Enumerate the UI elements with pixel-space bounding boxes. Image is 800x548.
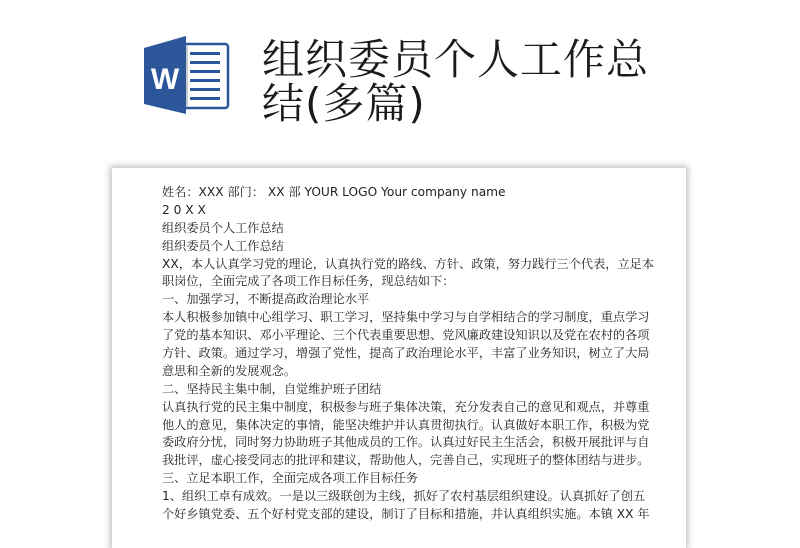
document-line: 2 0 X X: [162, 202, 206, 217]
document-line: 1、组织工卓有成效。一是以三级联创为主线，抓好了农村基层组织建设。认真抓好了创五: [162, 489, 646, 504]
svg-text:W: W: [150, 63, 180, 96]
title-line-1: 组织委员个人工作总: [262, 35, 650, 84]
document-line: 三、立足本职工作，全面完成各项工作目标任务: [162, 471, 418, 486]
document-line: 二、坚持民主集中制，自觉维护班子团结: [162, 381, 382, 396]
document-line: 了党的基本知识、邓小平理论、三个代表重要思想、党风廉政建设知识以及党在农村的各项: [162, 328, 650, 343]
title-line-2: 结(多篇): [262, 79, 426, 128]
document-line: 意思和全新的发展观念。: [162, 363, 297, 378]
document-line: 本人积极参加镇中心组学习、职工学习，坚持集中学习与自学相结合的学习制度，重点学习: [162, 310, 650, 325]
document-line: 组织委员个人工作总结: [162, 220, 284, 235]
page-title: [262, 35, 650, 128]
document-line: 姓名：XXX 部门： XX 部 YOUR LOGO Your company name: [162, 185, 506, 199]
word-document-icon: [142, 34, 232, 116]
document-line: 一、加强学习，不断提高政治理论水平: [162, 292, 370, 307]
document-line: 认真执行党的民主集中制度，积极参与班子集体决策，充分发表自己的意见和观点，并尊重: [162, 399, 650, 414]
document-line: 委政府分忧，同时努力协助班子其他成员的工作。认真过好民主生活会，积极开展批评与自: [162, 435, 650, 450]
document-page: [112, 168, 686, 548]
document-line: 我批评，虚心接受同志的批评和建议，帮助他人，完善自己，实现班子的整体团结与进步。: [162, 453, 650, 468]
document-line: XX，本人认真学习党的理论，认真执行党的路线、方针、政策，努力践行三个代表，立足本: [162, 256, 655, 271]
document-body: [162, 184, 672, 524]
document-line: 他人的意见，集体决定的事情，能坚决维护并认真贯彻执行。认真做好本职工作，积极为党: [162, 417, 650, 432]
document-line: 个好乡镇党委、五个好村党支部的建设，制订了目标和措施，并认真组织实施。本镇 XX 年: [162, 507, 650, 522]
document-line: 方针、政策。通过学习，增强了党性，提高了政治理论水平，丰富了业务知识，树立了大局: [162, 346, 650, 361]
document-line: 职岗位，全面完成了各项工作目标任务，现总结如下：: [162, 274, 455, 289]
document-line: 组织委员个人工作总结: [162, 238, 284, 253]
